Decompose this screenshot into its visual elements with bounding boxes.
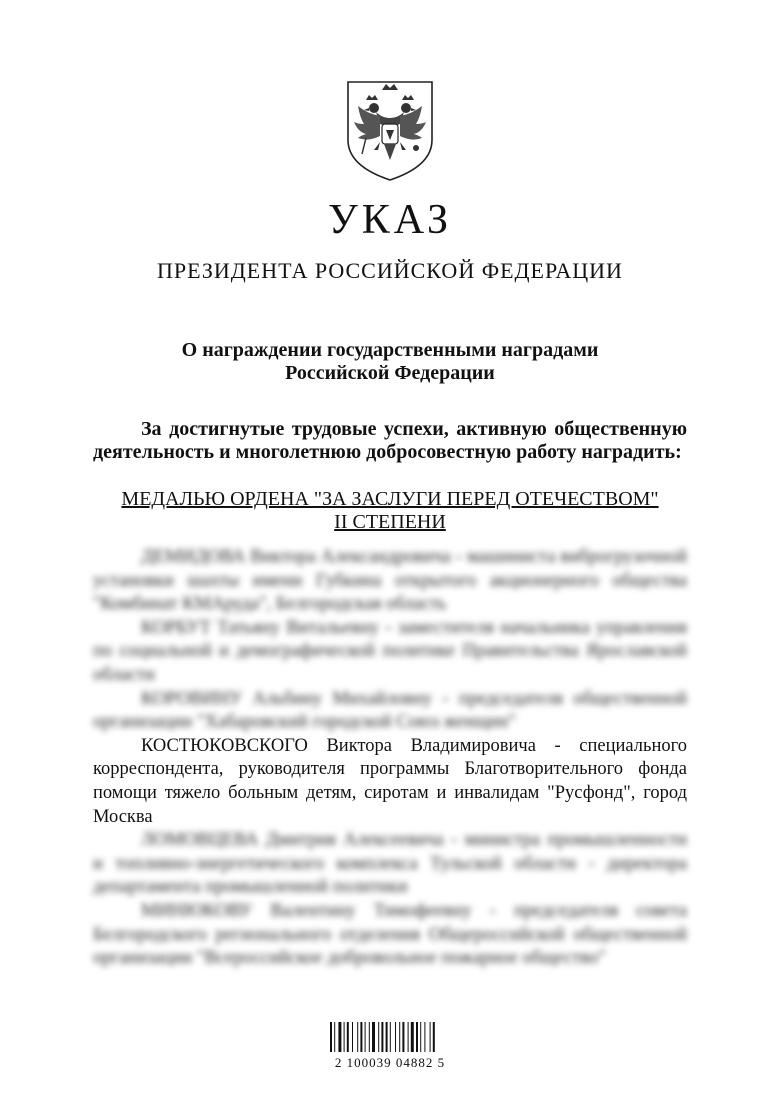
recipient-entry: КОРБУТ Татьяну Витальевну - заместителя начальника управления по социальной и демографической политике Правительства Ярославской области xyxy=(93,617,687,685)
recipient-entry: МИНЮКОВУ Валентину Тимофеевну - председателя совета Белгородского регионального отделения Общероссийской общественной организации "Всероссийское добровольное пожарное общество" xyxy=(93,900,687,969)
barcode-bar xyxy=(420,1022,421,1052)
barcode-bar xyxy=(408,1022,409,1052)
barcode-bar xyxy=(334,1022,335,1052)
barcode-bar xyxy=(372,1022,375,1052)
barcode-bar xyxy=(416,1022,418,1052)
barcode-bar xyxy=(369,1022,370,1052)
barcode-bar xyxy=(395,1022,396,1052)
barcode-bar xyxy=(360,1022,362,1052)
document-heading xyxy=(0,339,780,385)
award-line-1: МЕДАЛЬЮ ОРДЕНА "ЗА ЗАСЛУГИ ПЕРЕД ОТЕЧЕСТВОМ" xyxy=(121,488,659,510)
barcode-bar xyxy=(365,1022,366,1052)
document-subtitle: ПРЕЗИДЕНТА РОССИЙСКОЙ ФЕДЕРАЦИИ xyxy=(157,258,623,283)
barcode-bar xyxy=(424,1022,425,1052)
barcode-bar xyxy=(378,1022,379,1052)
award-line-2: II СТЕПЕНИ xyxy=(334,511,446,533)
recipient-entry: КОРОВИНУ Альбину Михайловну - председателя общественной организации "Хабаровский городской Союз женщин" xyxy=(93,688,687,733)
recipient-list xyxy=(93,546,687,971)
barcode-number: 2 100039 04882 5 xyxy=(334,1055,446,1070)
heading-line-1: О награждении государственными наградами xyxy=(181,339,599,361)
heading-line-2: Российской Федерации xyxy=(285,362,495,384)
barcode-bar xyxy=(347,1022,349,1052)
barcode-bar xyxy=(390,1022,391,1052)
document-title: УКАЗ xyxy=(327,197,453,243)
award-title xyxy=(0,488,780,534)
barcode-bar xyxy=(381,1022,383,1052)
recipient-entry: КОСТЮКОВСКОГО Виктора Владимировича - специального корреспондента, руководителя программы Благотворительного фонда помощи тяжело больным детям, сиротам и инвалидам "Русфонд", город Москва xyxy=(93,735,687,827)
barcode-bar xyxy=(433,1022,435,1052)
barcode-bar xyxy=(386,1022,388,1052)
barcode-bar xyxy=(330,1022,332,1052)
barcode-bar xyxy=(399,1022,400,1052)
barcode-bar xyxy=(411,1022,414,1052)
barcode-bar xyxy=(338,1022,341,1052)
coat-of-arms-icon xyxy=(340,78,440,182)
barcode-icon xyxy=(330,1022,454,1052)
barcode-bar xyxy=(344,1022,345,1052)
intro-paragraph: За достигнутые трудовые успехи, активную общественную деятельность и многолетнюю добросовестную работу наградить: xyxy=(93,418,687,463)
barcode-bar xyxy=(430,1022,431,1052)
recipient-entry: ЛОМОВЦЕВА Дмитрия Алексеевича - министра промышленности и топливно-энергетического комплекса Тульской области - директора департамента промышленной политики xyxy=(93,830,687,898)
barcode-bar xyxy=(352,1022,353,1052)
barcode-bar xyxy=(402,1022,404,1052)
recipient-entry: ДЕМИДОВА Виктора Александровича - машиниста виброгрузочной установки шахты имени Губкина открытого акционерного общества "Комбинат КМАруда", Белгородская область xyxy=(93,547,687,615)
barcode-bar xyxy=(357,1022,358,1052)
